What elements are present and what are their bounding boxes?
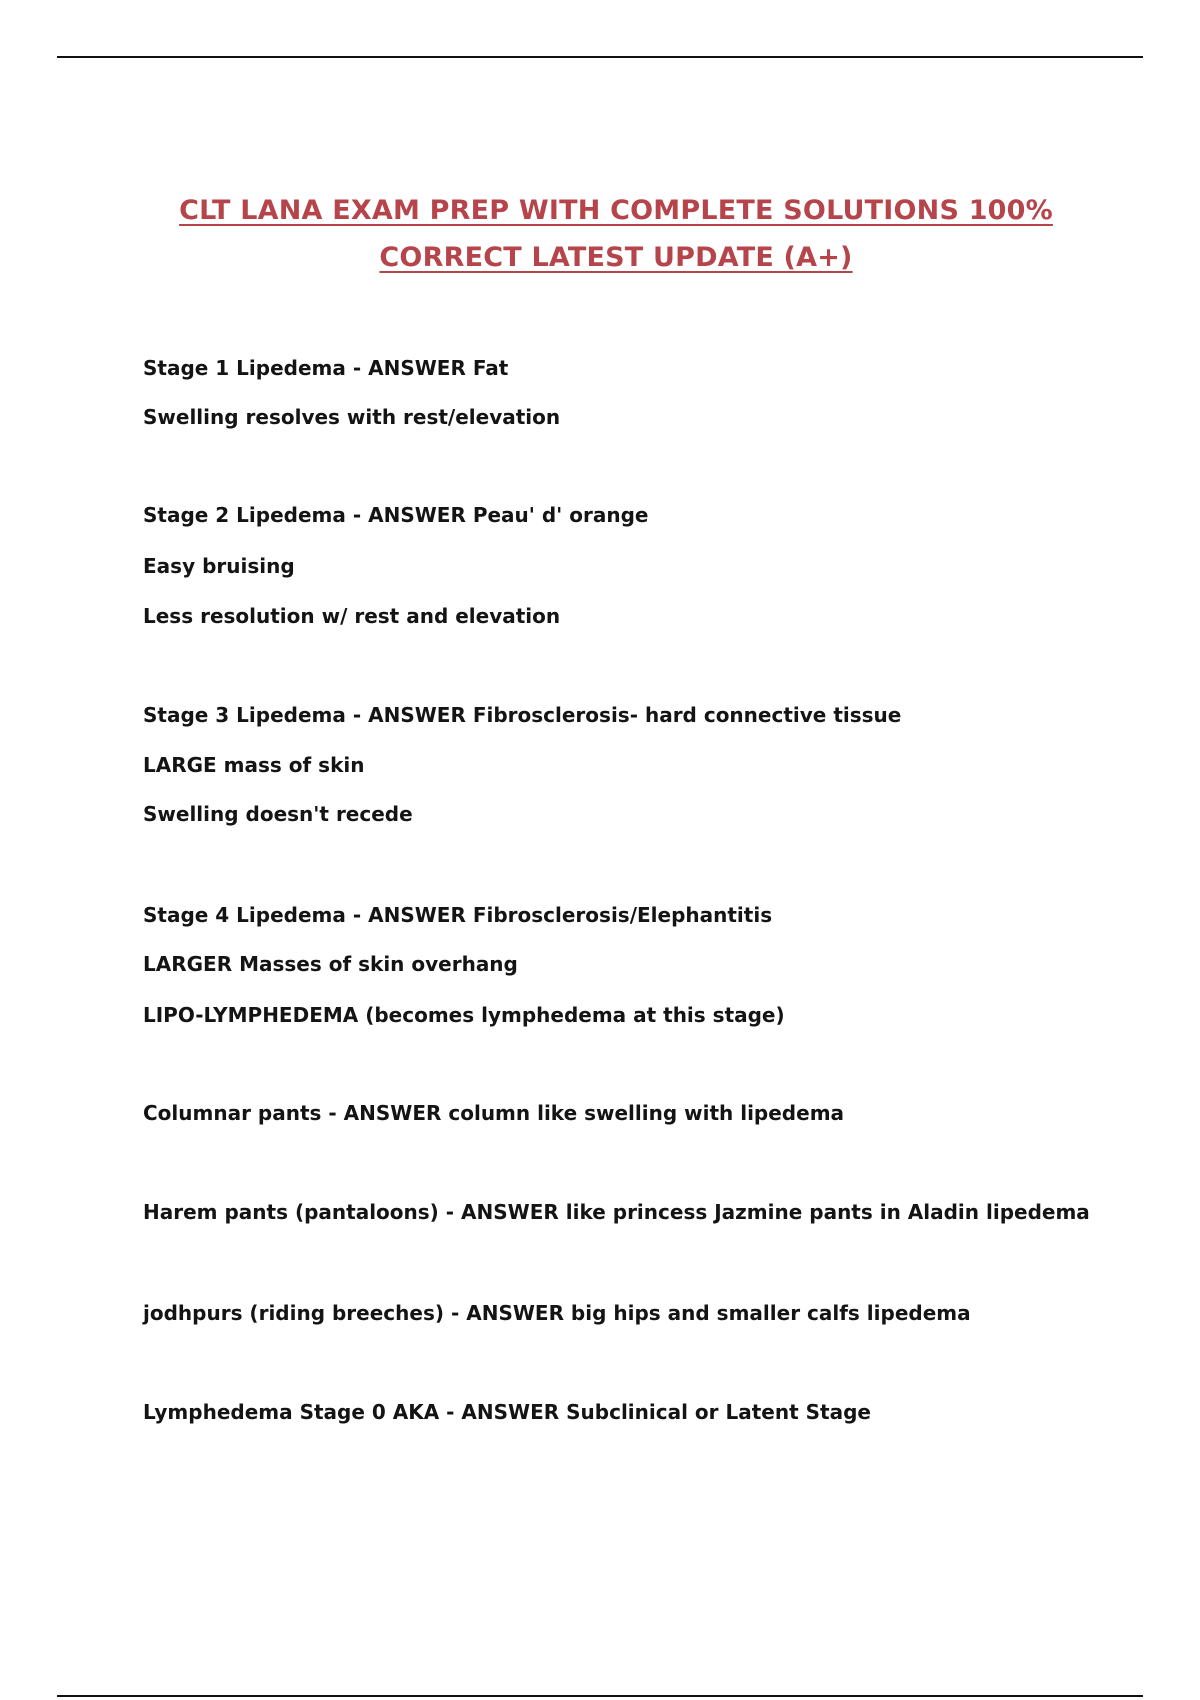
entry-4-question: Stage 4 Lipedema - ANSWER Fibrosclerosis/Elephantitis (143, 903, 773, 927)
entry-4-line-2: LARGER Masses of skin overhang (143, 952, 518, 976)
entry-5-question: Columnar pants - ANSWER column like swelling with lipedema (143, 1101, 845, 1125)
document-title-line-1: CLT LANA EXAM PREP WITH COMPLETE SOLUTIONS 100% (179, 195, 1053, 226)
entry-2-question: Stage 2 Lipedema - ANSWER Peau' d' orange (143, 503, 649, 527)
entry-6-question: Harem pants (pantaloons) - ANSWER like princess Jazmine pants in Aladin lipedema (143, 1200, 1090, 1224)
bottom-rule (57, 1695, 1143, 1697)
entry-8-question: Lymphedema Stage 0 AKA - ANSWER Subclinical or Latent Stage (143, 1400, 871, 1424)
document-title-line-2: CORRECT LATEST UPDATE (A+) (379, 242, 853, 273)
entry-4-line-3: LIPO-LYMPHEDEMA (becomes lymphedema at this stage) (143, 1003, 785, 1027)
entry-7-question: jodhpurs (riding breeches) - ANSWER big hips and smaller calfs lipedema (143, 1301, 971, 1325)
entry-3-question: Stage 3 Lipedema - ANSWER Fibrosclerosis- hard connective tissue (143, 703, 902, 727)
entry-3-line-3: Swelling doesn't recede (143, 802, 413, 826)
entry-2-line-3: Less resolution w/ rest and elevation (143, 604, 561, 628)
entry-1-question: Stage 1 Lipedema - ANSWER Fat (143, 356, 509, 380)
top-rule (57, 56, 1143, 58)
entry-3-line-2: LARGE mass of skin (143, 753, 365, 777)
entry-1-line-2: Swelling resolves with rest/elevation (143, 405, 561, 429)
entry-2-line-2: Easy bruising (143, 554, 295, 578)
